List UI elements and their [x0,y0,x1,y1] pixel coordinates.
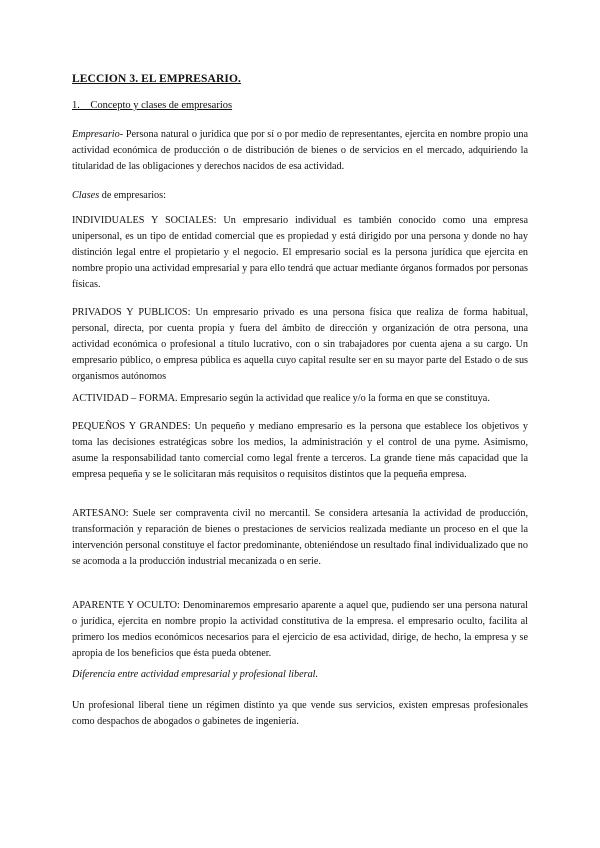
privados-label: PRIVADOS Y PUBLICOS [72,307,188,318]
page-title: LECCION 3. EL EMPRESARIO. [72,73,241,85]
actividad-label: ACTIVIDAD – FORMA [72,393,176,404]
definition-text: - Persona natural o jurídica que por sí o por medio de representantes, ejercita en nombre propio una actividad económica de producción o de distribución de bienes o de servicios en el mercado, adquiriendo la titularidad de las obligaciones y derechos nacidos de esa actividad. [72,129,528,172]
actividad-paragraph [72,391,528,407]
actividad-text: . Empresario según la actividad que realice y/o la forma en que se constituya. [175,393,490,404]
section-heading: 1. Concepto y clases de empresarios [72,100,233,111]
pequenos-label: PEQUEÑOS Y GRANDES [72,421,188,432]
artesano-paragraph [72,506,528,570]
definition-term: Empresario [72,129,120,140]
artesano-label: ARTESANO [72,508,126,519]
individuales-label: INDIVIDUALES Y SOCIALES [72,215,214,226]
pequenos-paragraph [72,419,528,483]
individuales-text: : Un empresario individual es también conocido como una empresa unipersonal, es un tipo de entidad comercial que es propiedad y está dirigido por una persona y donde no hay distinción legal entre el propietario y el negocio. El empresario social es la persona jurídica que ejercita en nombre propio una actividad empresarial y para ello tendrá que actuar mediante órganos formados por personas físicas. [72,215,528,290]
privados-text: : Un empresario privado es una persona física que realiza de forma habitual, personal, directa, por cuenta propia y fuera del ámbito de dirección y organización de otra persona, una actividad económica o profesional a título lucrativo, con o sin trabajadores por cuenta ajena a su cargo. Un empresario público, o empresa pública es aquella cuyo capital resulte ser en su mayor parte del Estado o de sus organismos autónomos [72,307,528,382]
aparente-text: : Denominaremos empresario aparente a aquel que, pudiendo ser una persona natural o jurídica, ejercita en nombre propio la actividad constitutiva de la empresa. el empresario oculto, facilita al primero los medios económicos necesarios para el ejercicio de esa actividad, dirige, de hecho, la empresa y se apropia de los beneficios que ésta pueda obtener. [72,600,528,659]
classes-text: de empresarios: [99,190,166,201]
definition-paragraph [72,127,528,175]
artesano-text: : Suele ser compraventa civil no mercantil. Se considera artesanía la actividad de producción, transformación y reparación de bienes o prestaciones de servicios realizada mediante un proceso en el que la intervención personal constituye el factor predominante, obteniéndose un resultado final individualizado que no se acomoda a la producción industrial mecanizada o en serie. [72,508,528,567]
classes-heading [72,188,528,204]
privados-paragraph [72,305,528,385]
aparente-paragraph [72,598,528,662]
classes-term: Clases [72,190,100,201]
individuales-paragraph [72,213,528,293]
aparente-label: APARENTE Y OCULTO [72,600,178,611]
difference-heading: Diferencia entre actividad empresarial y profesional liberal. [72,669,319,680]
pequenos-text: : Un pequeño y mediano empresario es la persona que establece los objetivos y toma las decisiones estratégicas sobre los medios, la administración y el control de una pyme. Asimismo, asume la responsabilidad tanto comercial como legal frente a terceros. La grande tiene más capacidad que la empresa pequeña y se le solicitaran más requisitos o requisitos distintos que la pequeña empresa. [72,421,528,480]
closing-paragraph: Un profesional liberal tiene un régimen distinto ya que vende sus servicios, existen empresas profesionales como despachos de abogados o gabinetes de ingeniería. [72,700,528,727]
